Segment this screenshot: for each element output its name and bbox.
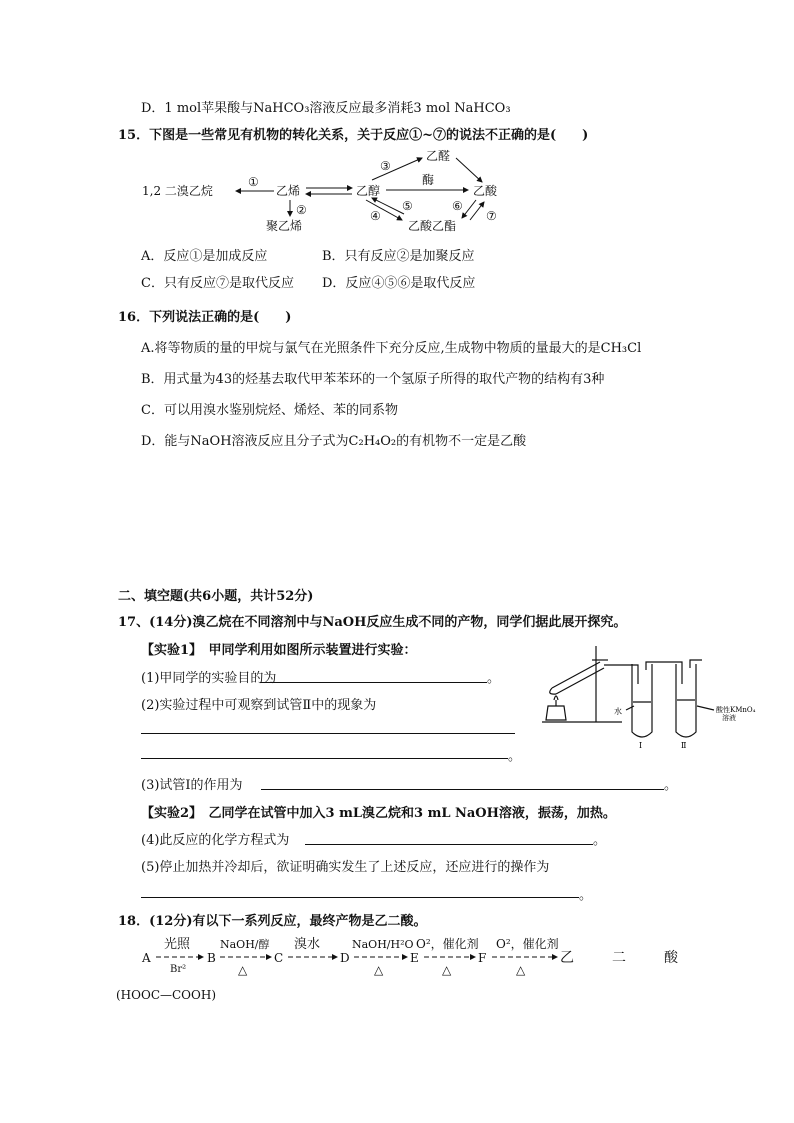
- q17-period1: 。: [487, 671, 501, 686]
- q17-blank3: [261, 789, 664, 790]
- product-char-2: 二: [612, 950, 626, 966]
- q17-part4: (4)此反应的化学方程式为: [141, 833, 290, 848]
- node-ethylene: 乙烯: [276, 184, 301, 198]
- cond2-bottom: △: [238, 963, 248, 976]
- q17-stem: 17、(14分)溴乙烷在不同溶剂中与NaOH反应生成不同的产物，同学们据此展开探究。: [118, 615, 627, 630]
- q17-blank2a: [141, 733, 515, 734]
- label-enzyme: 酶: [422, 173, 435, 187]
- cond3-top: 溴水: [294, 937, 321, 952]
- label-r3: ③: [380, 159, 391, 173]
- node-acetic-acid: 乙酸: [473, 184, 498, 198]
- q17-period4: 。: [593, 833, 607, 848]
- q17-period5: 。: [579, 888, 593, 903]
- node-dibromoethane: 1,2 二溴乙烷: [142, 184, 213, 198]
- q18-formula: (HOOC—COOH): [116, 988, 217, 1002]
- q15-conversion-diagram: [140, 148, 520, 238]
- cond4-top: NaOH/H²O: [352, 938, 414, 951]
- q17-experiment1: 【实验1】 甲同学利用如图所示装置进行实验：: [141, 643, 417, 658]
- q16-stem: 16．下列说法正确的是( ): [118, 310, 292, 325]
- label-kmno4: 酸性KMnO₄: [716, 706, 756, 714]
- cond5-top: O²，催化剂: [416, 937, 479, 951]
- cond1-top: 光照: [164, 937, 191, 952]
- q17-blank5: [141, 897, 579, 898]
- label-r5: ⑤: [402, 199, 413, 213]
- chain-a: A: [142, 951, 151, 965]
- q17-blank1: [261, 682, 487, 683]
- product-char-1: 乙: [560, 950, 574, 966]
- label-r6: ⑥: [452, 199, 463, 213]
- node-ethanol: 乙醇: [356, 184, 381, 198]
- q17-blank2b: [141, 758, 508, 759]
- q17-experiment2: 【实验2】 乙同学在试管中加入3 mL溴乙烷和3 mL NaOH溶液，振荡，加热。: [141, 806, 616, 821]
- label-r1: ①: [248, 175, 259, 189]
- label-water: 水: [614, 707, 622, 716]
- label-tube-1: Ⅰ: [639, 741, 643, 750]
- q14-option-d: D．1 mol苹果酸与NaHCO₃溶液反应最多消耗3 mol NaHCO₃: [141, 101, 511, 116]
- chain-f: F: [478, 951, 487, 965]
- section-title: 二、填空题(共6小题，共计52分): [118, 589, 314, 604]
- q17-part3: (3)试管Ⅰ的作用为: [141, 778, 243, 793]
- chain-d: D: [340, 951, 350, 965]
- q17-period3: 。: [664, 778, 678, 793]
- node-polyethylene: 聚乙烯: [266, 219, 303, 233]
- chain-b: B: [207, 951, 216, 965]
- label-r4: ④: [370, 209, 381, 223]
- label-r7: ⑦: [486, 209, 497, 223]
- q17-apparatus-figure: [534, 640, 784, 752]
- q17-period2: 。: [508, 749, 522, 764]
- cond6-top: O²，催化剂: [496, 937, 559, 951]
- q15-stem: 15．下图是一些常见有机物的转化关系，关于反应①~⑦的说法不正确的是( ): [118, 128, 589, 143]
- cond5-bottom: △: [442, 963, 452, 976]
- chain-e: E: [410, 951, 419, 965]
- q16-option-d: D．能与NaOH溶液反应且分子式为C₂H₄O₂的有机物不一定是乙酸: [141, 434, 527, 449]
- q15-option-c: C．只有反应⑦是取代反应: [141, 276, 294, 291]
- q18-stem: 18．(12分)有以下一系列反应，最终产物是乙二酸。: [118, 914, 427, 929]
- product-char-3: 酸: [664, 950, 678, 966]
- cond1-bottom: Br²: [170, 964, 187, 975]
- cond4-bottom: △: [374, 963, 384, 976]
- q16-option-b: B．用式量为43的烃基去取代甲苯苯环的一个氢原子所得的取代产物的结构有3种: [141, 372, 605, 387]
- q17-part5: (5)停止加热并冷却后，欲证明确实发生了上述反应，还应进行的操作为: [141, 860, 550, 875]
- label-tube-2: Ⅱ: [681, 741, 687, 750]
- q15-option-d: D．反应④⑤⑥是取代反应: [322, 276, 476, 291]
- node-ethyl-acetate: 乙酸乙酯: [408, 219, 457, 233]
- q17-blank4: [305, 844, 593, 845]
- label-r2: ②: [296, 203, 307, 217]
- q16-option-a: A.将等物质的量的甲烷与氯气在光照条件下充分反应,生成物中物质的量最大的是CH₃Cl: [141, 341, 642, 356]
- q15-option-a: A．反应①是加成反应: [141, 249, 268, 264]
- q15-option-b: B．只有反应②是加聚反应: [322, 249, 475, 264]
- cond6-bottom: △: [516, 963, 526, 976]
- node-acetaldehyde: 乙醛: [426, 149, 451, 163]
- cond2-top: NaOH/醇: [220, 938, 270, 951]
- chain-c: C: [274, 951, 284, 965]
- label-solution: 溶液: [722, 714, 736, 722]
- q16-option-c: C．可以用溴水鉴别烷烃、烯烃、苯的同系物: [141, 403, 398, 418]
- q18-reaction-chain: [140, 932, 700, 976]
- q17-part2: (2)实验过程中可观察到试管Ⅱ中的现象为: [141, 698, 377, 713]
- q17-part1: (1)甲同学的实验目的为: [141, 671, 277, 686]
